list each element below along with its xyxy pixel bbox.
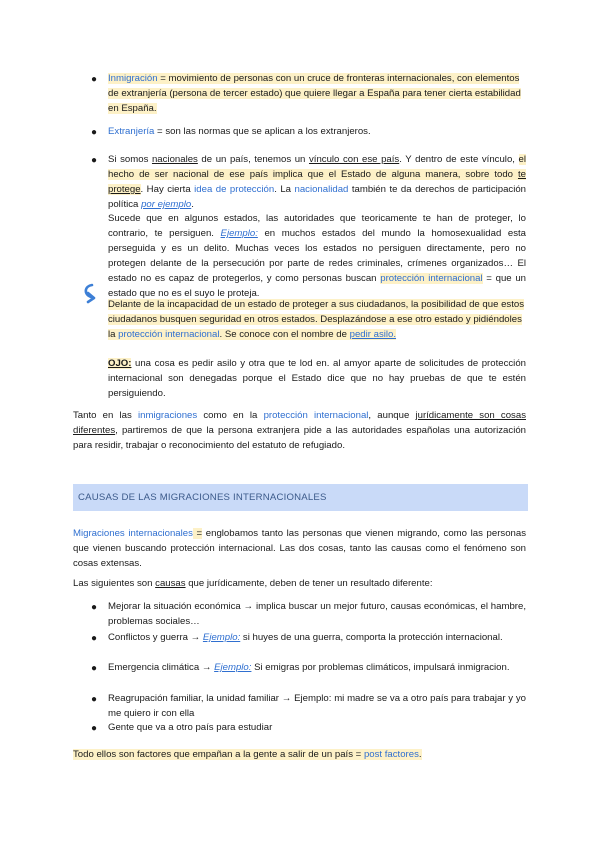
equals-sign: = [192, 528, 203, 539]
text-run: también te da derechos de participación política [108, 184, 527, 210]
paragraph-migraciones [73, 526, 526, 571]
text-run: en muchos estados del mundo la homosexualidad esta perseguida y es un delito. Muchas veces los estados no persiguen directamente, pero no protegen delante de la persecución por parte de redes criminales, crímenes organizados… El estado no es capaz de protegerlos, y como personas buscan [108, 228, 526, 284]
list-item-cause [108, 599, 526, 629]
term-extranjeria: Extranjería [108, 126, 155, 137]
bullet-marker: ● [91, 663, 98, 674]
text-run: Si somos [108, 154, 152, 165]
text-run: . Se conoce con el nombre de [219, 329, 350, 340]
paragraph-persecucion [108, 211, 526, 301]
list-item-cause [108, 720, 526, 735]
definition-text: movimiento de personas con un cruce de fronteras internacionales, con elementos de extranjería (persona de tercer estado) que quiere llegar a España para tener cierta estabilidad en España. [108, 73, 521, 114]
term-post-factores: post factores [363, 749, 419, 760]
equals-sign: = [157, 73, 166, 84]
paragraph-ojo [108, 356, 526, 401]
text-run: una cosa es pedir asilo y otra que te lod en. al amyor aparte de solicitudes de protección internacional son denegadas porque el Estado dice que no hay pruebas de que te estén persiguiendo. [108, 358, 526, 399]
paragraph-nacionales [108, 152, 526, 212]
text-run: . [191, 199, 194, 210]
term-migraciones-internacionales: Migraciones internacionales [73, 528, 193, 539]
paragraph-tanto [73, 408, 526, 453]
bullet-marker: ● [91, 74, 98, 85]
underlined-vinculo: vínculo con ese país [308, 154, 400, 165]
highlighted-text: el hecho de ser nacional de ese país implica que el Estado de alguna manera, sobre todo [108, 154, 526, 180]
underlined-nacionales: nacionales [151, 154, 198, 165]
term-inmigraciones: inmigraciones [137, 410, 198, 421]
text-run: de un país, tenemos un [197, 154, 309, 165]
text-run: Sucede que en algunos estados, las autoridades que teoricamente te han de proteger, lo contrario, te persiguen. [108, 213, 526, 239]
bullet-marker: ● [91, 633, 98, 644]
list-item-cause [108, 630, 526, 645]
bullet-marker: ● [91, 602, 98, 613]
text-run: Conflictos y guerra → [108, 632, 203, 643]
paragraph-asilo [108, 297, 526, 342]
text-run: = que un estado que no es el suyo le proteja. [108, 273, 526, 299]
equals-sign: = [154, 126, 163, 137]
curved-arrow-icon [82, 283, 104, 305]
paragraph-inmigracion [108, 71, 526, 116]
text-run: . [418, 749, 422, 760]
text-run: , partiremos de que la persona extranjera pide a las autoridades españolas una autorización para residir, trabajar o reconocimiento del estatuto de refugiado. [73, 425, 526, 451]
list-item-cause [108, 660, 526, 675]
text-run: Mejorar la situación económica → implica buscar un mejor futuro, causas económicas, el hambre, problemas sociales… [108, 601, 526, 627]
link-pedir-asilo[interactable]: pedir asilo. [349, 329, 397, 340]
definition-text: son las normas que se aplican a los extranjeros. [162, 126, 371, 137]
example-link[interactable]: por ejemplo [141, 199, 192, 210]
text-run: Emergencia climática → [108, 662, 215, 673]
text-run: . Y dentro de este vínculo, [399, 154, 519, 165]
text-run: Tanto en las [73, 410, 138, 421]
underlined-juridicamente: jurídicamente son cosas diferentes [73, 410, 526, 436]
text-run: que jurídicamente, deben de tener un resultado diferente: [185, 578, 433, 589]
underlined-causas: causas [155, 578, 186, 589]
term-proteccion-internacional: protección internacional [380, 273, 483, 284]
example-link[interactable]: Ejemplo: [220, 228, 258, 239]
paragraph-causas-intro [73, 576, 526, 591]
term-idea-proteccion: idea de protección [194, 184, 275, 195]
bullet-marker: ● [91, 723, 98, 734]
paragraph-post-factores [73, 747, 526, 762]
text-run: , aunque [368, 410, 416, 421]
ojo-label: OJO: [108, 358, 132, 369]
example-link[interactable]: Ejemplo: [214, 662, 252, 673]
paragraph-extranjeria [108, 124, 526, 139]
text-run: Delante de la incapacidad de un estado de proteger a sus ciudadanos, la posibilidad de que estos ciudadanos busquen seguridad en otros estados. Desplazándose a ese otro estado y pidiéndoles la [108, 299, 525, 340]
section-title: CAUSAS DE LAS MIGRACIONES INTERNACIONALES [78, 492, 327, 503]
text-run: . Hay cierta [140, 184, 195, 195]
text-run: como en la [197, 410, 264, 421]
term-proteccion-internacional: protección internacional [118, 329, 220, 340]
bullet-marker: ● [91, 127, 98, 138]
term-nacionalidad: nacionalidad [294, 184, 349, 195]
bullet-marker: ● [91, 155, 98, 166]
term-proteccion-internacional: protección internacional [263, 410, 369, 421]
bullet-marker: ● [91, 694, 98, 705]
underlined-protege: te protege [108, 169, 526, 195]
text-run: Gente que va a otro país para estudiar [108, 722, 273, 733]
text-run: si huyes de una guerra, comporta la protección internacional. [240, 632, 503, 643]
example-link[interactable]: Ejemplo: [202, 632, 241, 643]
text-run: Todo ellos son factores que empañan a la gente a salir de un país = [73, 749, 364, 760]
text-run: Reagrupación familiar, la unidad familiar → Ejemplo: mi madre se va a otro país para trabajar y yo me quiero ir con ella [108, 693, 526, 719]
text-run: englobamos tanto las personas que vienen migrando, como las personas que vienen buscando protección internacional. Las dos cosas, tanto las causas como el fenómeno son cosas extensas. [73, 528, 527, 569]
text-run: . La [274, 184, 295, 195]
text-run: Si emigras por problemas climáticos, impulsará inmigracion. [251, 662, 510, 673]
list-item-cause [108, 691, 526, 721]
text-run: Las siguientes son [73, 578, 156, 589]
term-inmigracion: Inmigración [108, 73, 158, 84]
